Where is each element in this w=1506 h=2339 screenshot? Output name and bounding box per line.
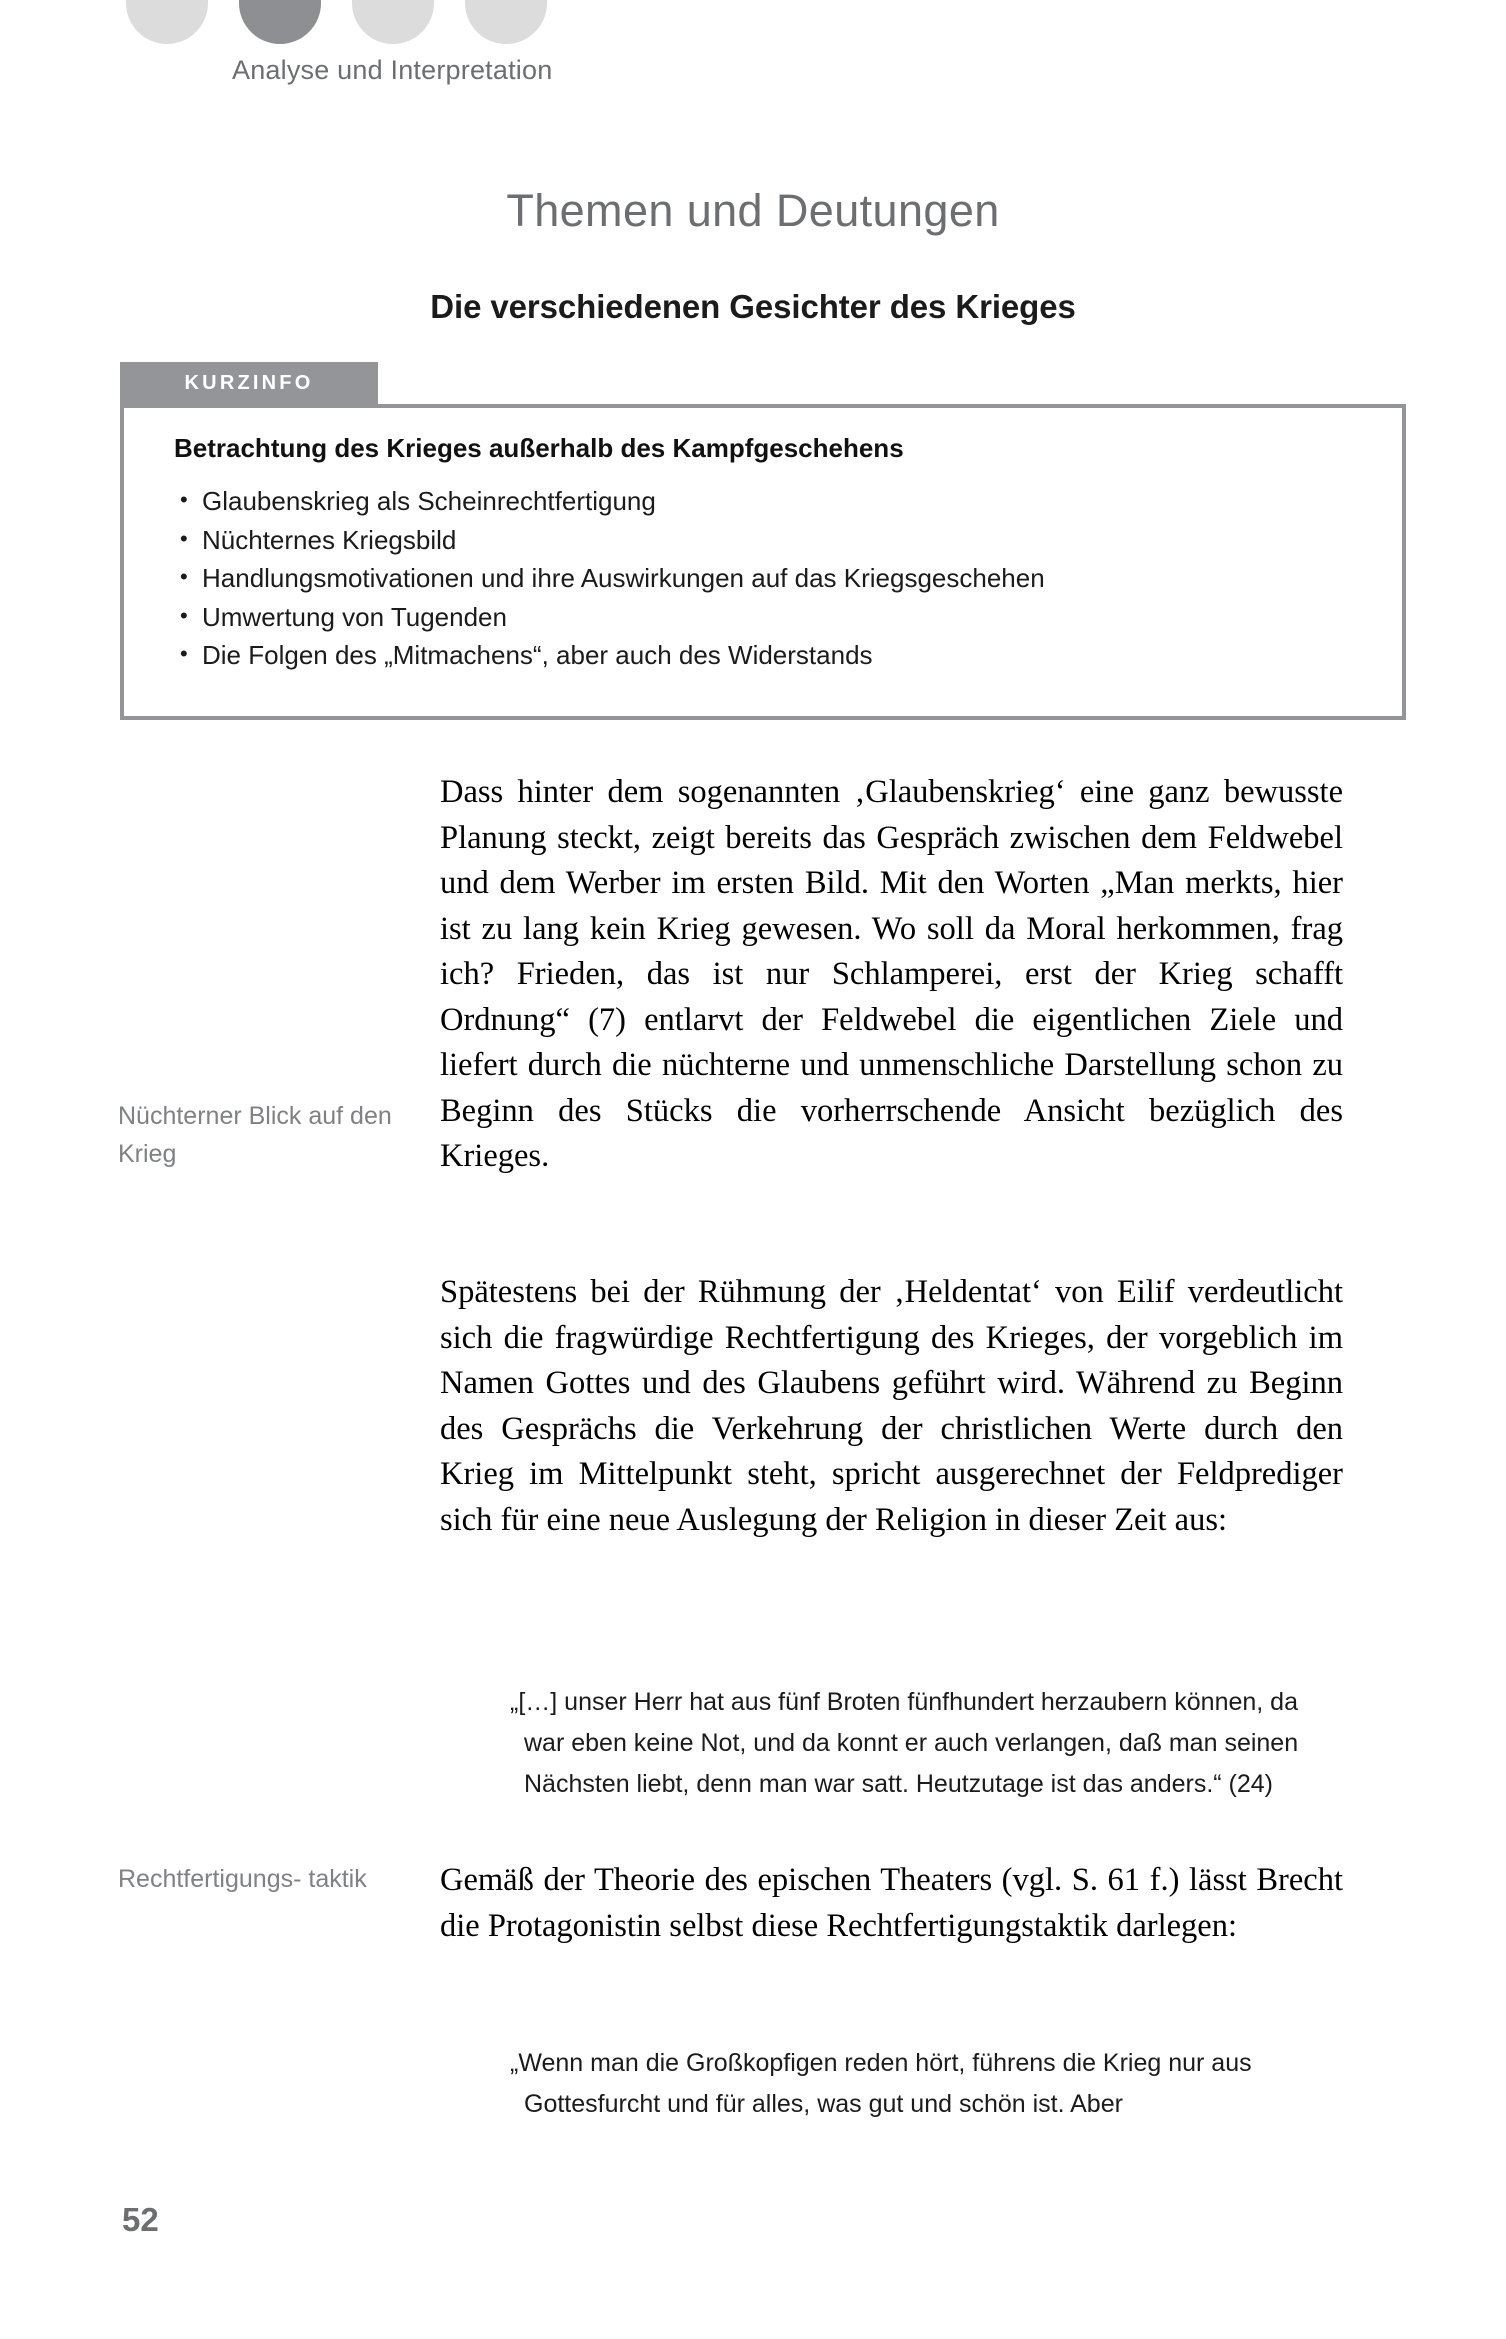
page-title: Themen und Deutungen: [506, 185, 1000, 236]
page-number: 52: [122, 2201, 159, 2238]
quote-block-1: „[…] unser Herr hat aus fünf Broten fünfhundert herzaubern können, da war eben keine Not, und da konnt er auch verlangen, daß man seinen Nächsten liebt, denn man war satt. Heutzutage ist das anders.“ (24): [510, 1688, 1299, 1798]
margin-note-nuechterner-blick: Nüchterner Blick auf den Krieg: [118, 1102, 392, 1168]
quote-block-2: „Wenn man die Großkopfigen reden hört, führens die Krieg nur aus Gottesfurcht und für alles, was gut und schön ist. Aber: [510, 2049, 1252, 2118]
body-paragraph-2-wrap: [440, 1270, 1343, 1543]
list-item: • Glaubenskrieg als Scheinrechtfertigung: [162, 482, 1045, 521]
chapter-tab-2-active[interactable]: [239, 0, 321, 44]
list-item: • Nüchternes Kriegsbild: [162, 521, 1045, 560]
list-item: • Handlungsmotivationen und ihre Auswirkungen auf das Kriegsgeschehen: [162, 559, 1045, 598]
chapter-label: Analyse und Interpretation: [232, 55, 553, 85]
page-subtitle: Die verschiedenen Gesichter des Krieges: [430, 288, 1076, 325]
list-item: • Die Folgen des „Mitmachens“, aber auch des Widerstands: [162, 636, 1045, 675]
kurzinfo-badge-label: KURZINFO: [184, 371, 314, 394]
body-paragraph-3-wrap: [440, 1858, 1343, 1949]
body-paragraph-1-wrap: [440, 770, 1343, 1180]
quote-block-2-wrap: [440, 2043, 1343, 2125]
chapter-tabs: [126, 0, 547, 44]
kurzinfo-heading: Betrachtung des Krieges außerhalb des Kampfgeschehens: [174, 433, 904, 463]
body-paragraph-2: Spätestens bei der Rühmung der ‚Heldentat‘ von Eilif verdeutlicht sich die fragwürdige Rechtfertigung des Krieges, der vorgeblich im Namen Gottes und des Glaubens geführt wird. Während zu Beginn des Gesprächs die Verkehrung der christlichen Werte durch den Krieg im Mittelpunkt steht, spricht ausgerechnet der Feldprediger sich für eine neue Auslegung der Religion in dieser Zeit aus:: [440, 1274, 1343, 1538]
chapter-tab-4[interactable]: [465, 0, 547, 44]
chapter-tab-1[interactable]: [126, 0, 208, 44]
chapter-tab-3[interactable]: [352, 0, 434, 44]
body-paragraph-1: Dass hinter dem sogenannten ‚Glaubenskrieg‘ eine ganz bewusste Planung steckt, zeigt bereits das Gespräch zwischen dem Feldwebel und dem Werber im ersten Bild. Mit den Worten „Man merkts, hier ist zu lang kein Krieg gewesen. Wo soll da Moral herkommen, frag ich? Frieden, das ist nur Schlamperei, erst der Krieg schafft Ordnung“ (7) entlarvt der Feldwebel die eigentlichen Ziele und liefert durch die nüchterne und unmenschliche Darstellung schon zu Beginn des Stücks die vorherrschende Ansicht bezüglich des Krieges.: [440, 774, 1343, 1174]
kurzinfo-box: [120, 404, 1406, 720]
quote-block-1-wrap: [440, 1682, 1343, 1805]
margin-note-rechtfertigungstaktik: Rechtfertigungs- taktik: [118, 1865, 367, 1893]
kurzinfo-bullet-list: [162, 482, 1045, 675]
body-paragraph-3: Gemäß der Theorie des epischen Theaters (vgl. S. 61 f.) lässt Brecht die Protagonistin selbst diese Rechtfertigungstaktik darlegen:: [440, 1862, 1343, 1944]
kurzinfo-badge: [120, 362, 378, 404]
list-item: • Umwertung von Tugenden: [162, 598, 1045, 637]
